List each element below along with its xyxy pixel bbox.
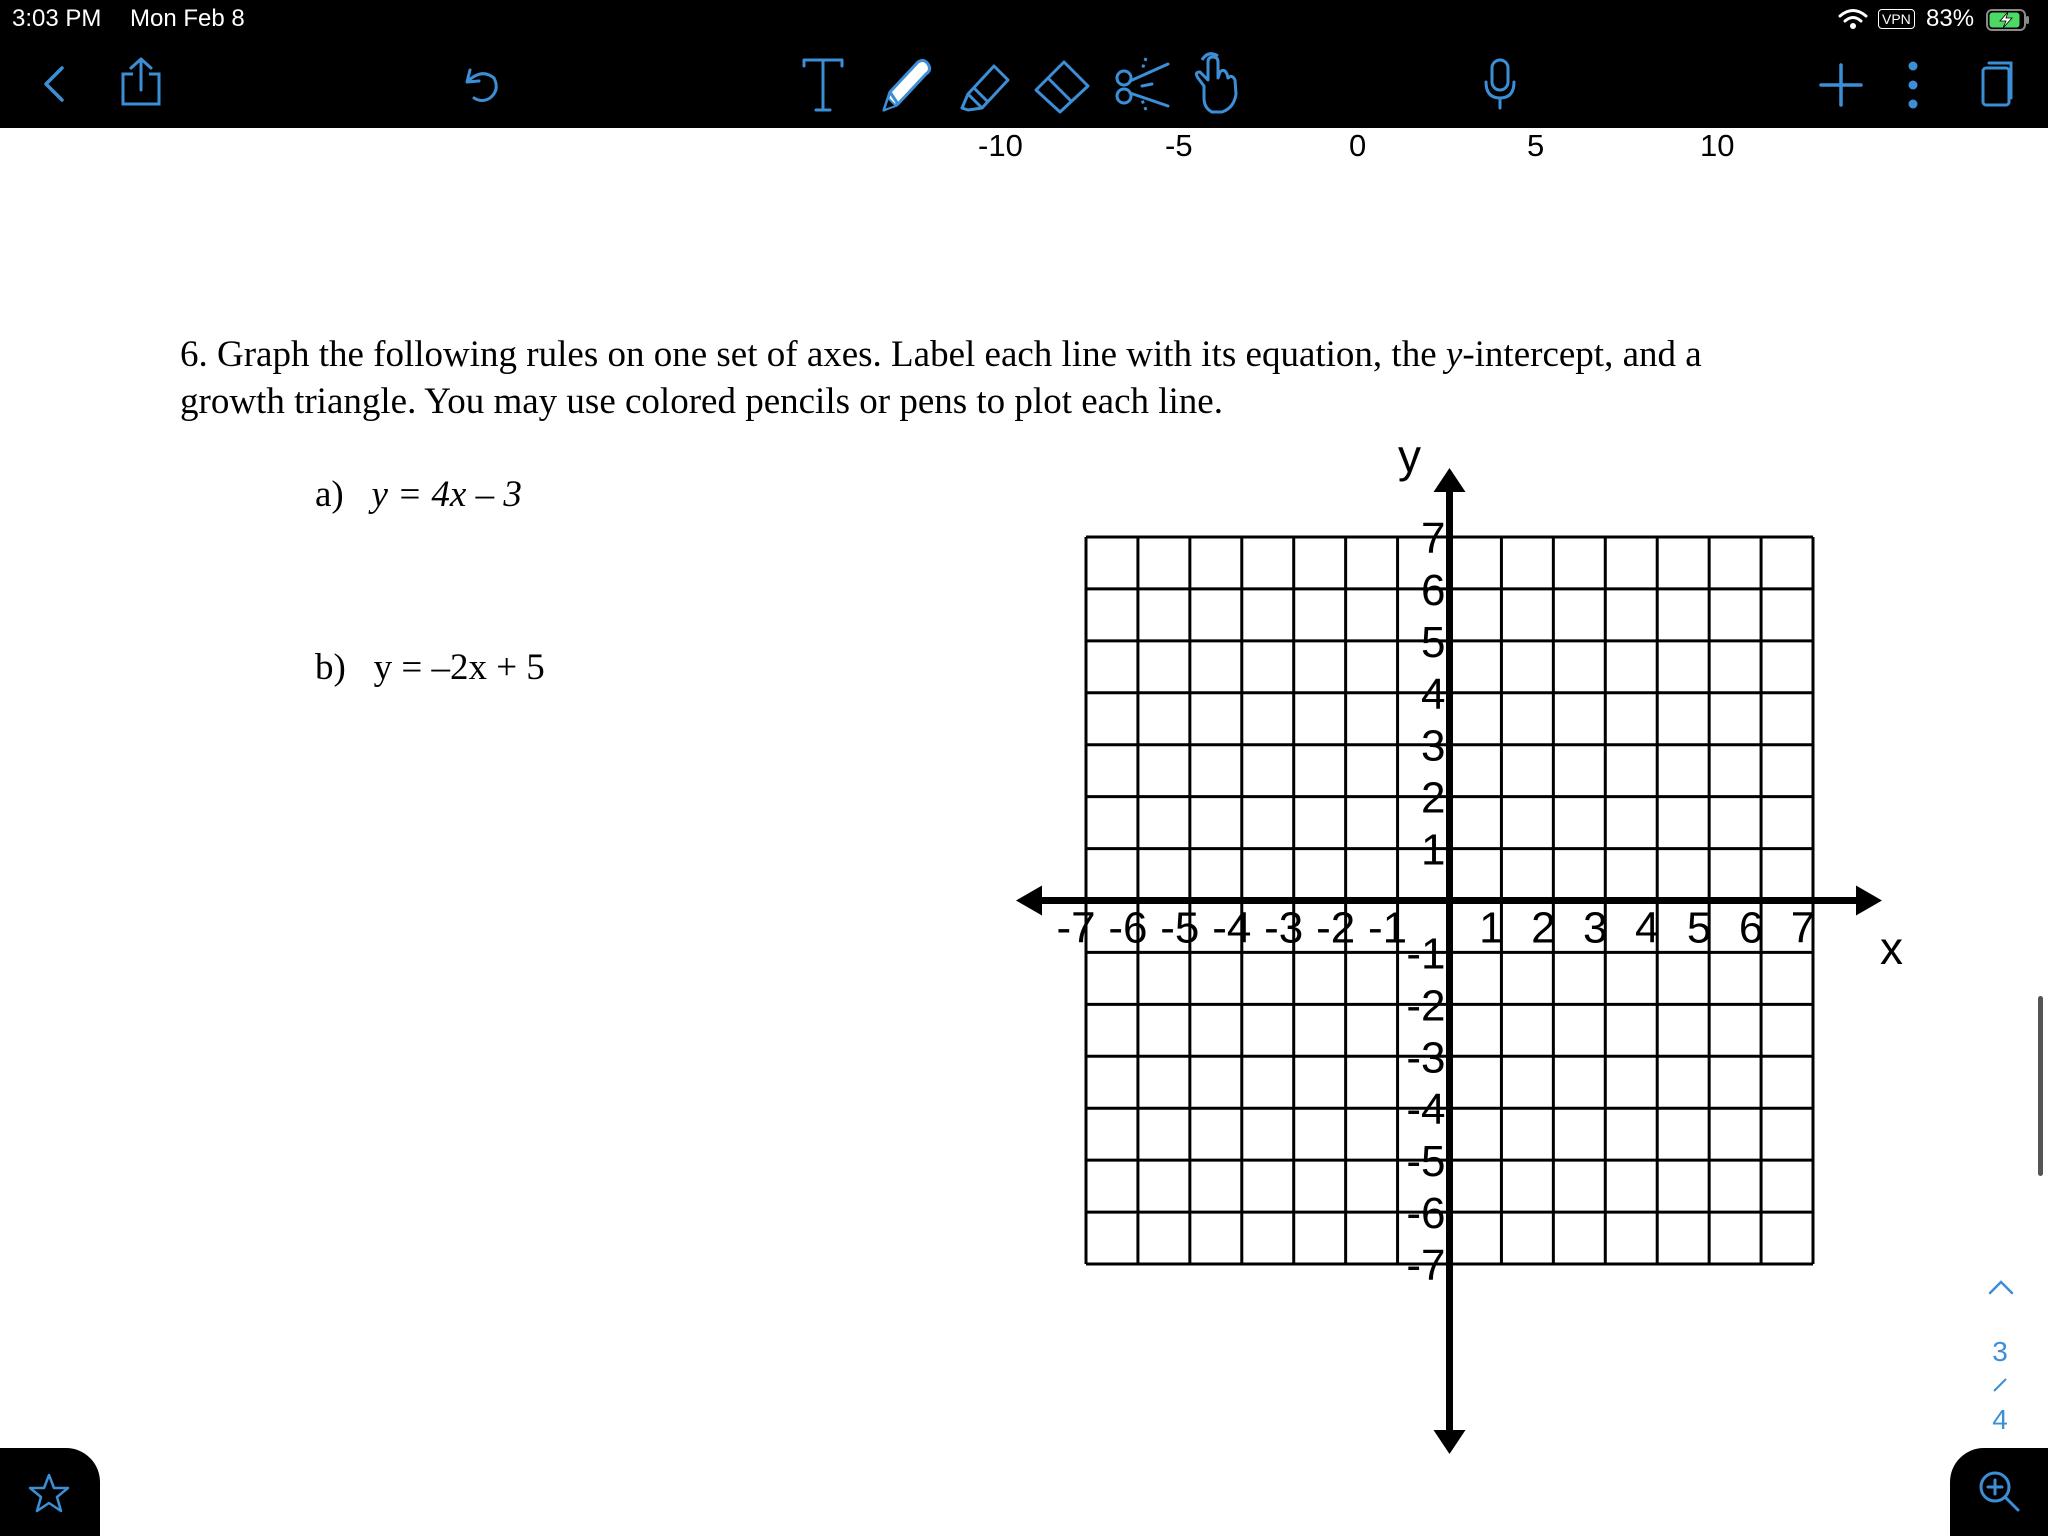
battery-percent: 83% — [1926, 5, 1975, 32]
y-tick-label: 5 — [1421, 617, 1446, 667]
x-tick-label: 5 — [1686, 903, 1712, 953]
previous-axis-tick: 5 — [1527, 128, 1545, 163]
microphone-icon[interactable] — [1480, 56, 1520, 112]
toolbar — [0, 38, 2048, 128]
vertical-scrollbar[interactable] — [2038, 996, 2043, 1176]
y-tick-label: -3 — [1406, 1033, 1446, 1083]
part-b-expression: y = –2x + 5 — [373, 647, 545, 688]
y-tick-label: -1 — [1406, 929, 1446, 979]
y-tick-label: 3 — [1421, 721, 1446, 771]
more-icon[interactable] — [1906, 60, 1920, 110]
y-tick-label: 4 — [1421, 669, 1446, 719]
hand-pointer-icon[interactable] — [1190, 52, 1242, 116]
previous-axis-tick: 10 — [1700, 128, 1735, 163]
current-page: 3 — [1992, 1336, 2008, 1367]
part-a-expression: y = 4x – 3 — [371, 474, 522, 515]
page-up-icon[interactable] — [1987, 1278, 2015, 1296]
x-tick-label: 3 — [1583, 903, 1608, 953]
question-text-line-1: 6. Graph the following rules on one set of axes. Label each line with its equation, the y-intercept, and a — [180, 334, 1702, 375]
favorite-button[interactable] — [0, 1448, 100, 1536]
y-axis-label: y — [1398, 430, 1421, 482]
x-axis-arrow-left — [1016, 886, 1042, 916]
total-pages: 4 — [1992, 1404, 2008, 1435]
x-tick-label: -2 — [1316, 903, 1356, 953]
pages-icon[interactable] — [1980, 60, 2014, 108]
x-tick-label: -5 — [1160, 903, 1200, 953]
y-tick-label: -6 — [1406, 1189, 1446, 1239]
coordinate-grid[interactable] — [0, 128, 2048, 1536]
wifi-icon — [1838, 8, 1868, 30]
y-axis-arrow-up — [1434, 468, 1466, 492]
part-a-label: a) — [315, 474, 344, 515]
status-date: Mon Feb 8 — [130, 5, 245, 32]
y-tick-label: -5 — [1406, 1137, 1446, 1187]
x-tick-label: 2 — [1531, 903, 1556, 953]
status-time: 3:03 PM — [12, 5, 102, 32]
lasso-scissors-icon[interactable] — [1112, 56, 1174, 112]
highlighter-tool-icon[interactable] — [952, 54, 1016, 116]
x-axis-arrow-right — [1856, 886, 1882, 916]
part-b-label: b) — [315, 647, 346, 688]
x-tick-label: 7 — [1790, 903, 1816, 953]
question-text-line-2: growth triangle. You may use colored pencils or pens to plot each line. — [180, 381, 1223, 422]
share-icon[interactable] — [118, 56, 164, 108]
x-tick-label: -4 — [1212, 903, 1252, 953]
add-icon[interactable] — [1818, 62, 1864, 108]
zoom-button[interactable] — [1950, 1448, 2048, 1536]
x-axis-label: x — [1880, 922, 1903, 974]
y-tick-label: -2 — [1406, 981, 1446, 1031]
document-page[interactable] — [0, 128, 2048, 1536]
status-bar — [0, 0, 2048, 38]
y-tick-label: 6 — [1421, 565, 1446, 615]
previous-axis-tick: 0 — [1349, 128, 1367, 163]
y-axis-arrow-down — [1434, 1430, 1466, 1454]
y-tick-label: 2 — [1421, 773, 1446, 823]
x-tick-label: -6 — [1108, 903, 1148, 953]
vpn-badge: VPN — [1878, 9, 1915, 29]
star-icon — [28, 1472, 70, 1514]
text-tool-icon[interactable] — [800, 54, 846, 114]
y-tick-label: 7 — [1421, 514, 1446, 563]
x-tick-label: 1 — [1479, 903, 1504, 953]
previous-axis-tick: -10 — [978, 128, 1023, 163]
x-tick-label: 6 — [1738, 903, 1764, 953]
y-tick-label: 1 — [1421, 825, 1446, 875]
eraser-tool-icon[interactable] — [1030, 56, 1094, 114]
pen-tool-icon[interactable] — [872, 52, 936, 116]
y-tick-label: -7 — [1406, 1241, 1446, 1290]
undo-icon[interactable] — [462, 64, 502, 106]
page-separator-icon — [1991, 1376, 2009, 1394]
x-tick-label: -3 — [1264, 903, 1304, 953]
y-tick-label: -4 — [1406, 1085, 1446, 1135]
zoom-in-icon — [1976, 1468, 2022, 1514]
previous-axis-tick: -5 — [1165, 128, 1193, 163]
battery-charging-icon — [1986, 9, 2030, 31]
back-icon[interactable] — [40, 64, 68, 104]
x-tick-label: 4 — [1634, 903, 1660, 953]
x-tick-label: -7 — [1056, 903, 1096, 953]
x-tick-label: -1 — [1368, 903, 1408, 953]
